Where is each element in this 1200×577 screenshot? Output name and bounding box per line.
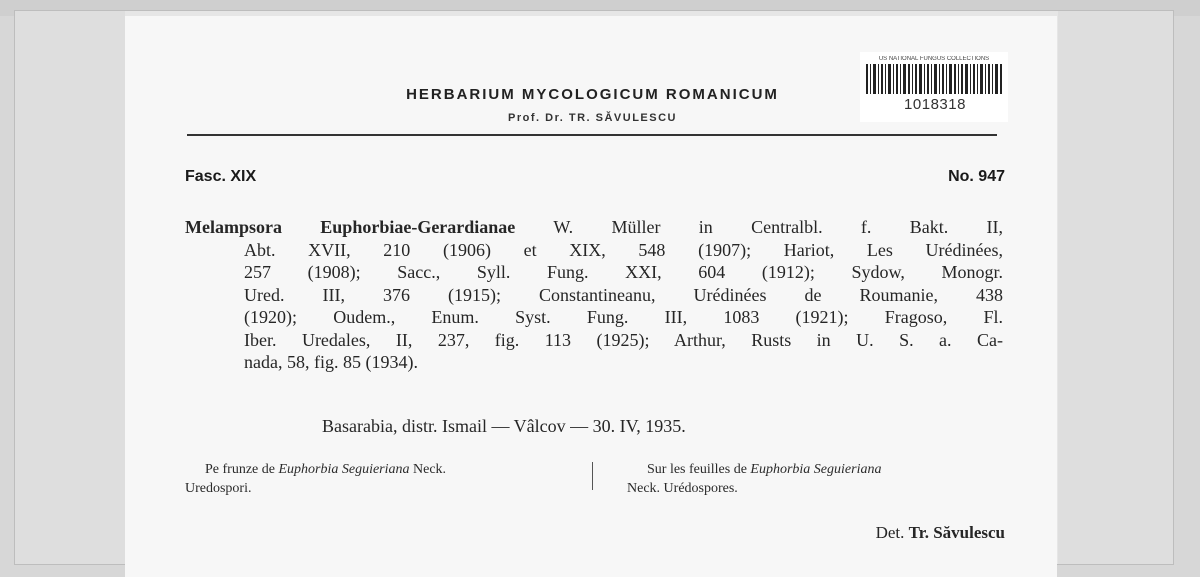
determiner-name: Tr. Săvulescu	[908, 523, 1005, 542]
determiner	[765, 523, 1005, 543]
host-fr-species: Euphorbia Seguieriana	[750, 462, 882, 477]
host-fr-line-2	[627, 479, 1005, 498]
host-romanian	[185, 460, 580, 498]
envelope-left-flap	[15, 11, 125, 564]
host-fr-line	[627, 460, 1005, 479]
citation-line: nada, 58, fig. 85 (1934).	[244, 352, 418, 372]
host-fr-prefix: Sur les feuilles de	[647, 462, 747, 477]
header-rule	[187, 134, 997, 136]
host-ro-prefix: Pe frunze de	[205, 462, 275, 477]
fascicle-label: Fasc. XIX	[185, 168, 257, 185]
barcode-number: 1018318	[904, 96, 966, 113]
citation-line: Iber. Uredales, II, 237, fig. 113 (1925); Arthur, Rusts in U. S. a. Ca-	[244, 329, 1003, 350]
envelope-right-flap	[1058, 11, 1173, 564]
herbarium-title: HERBARIUM MYCOLOGICUM ROMANICUM	[406, 86, 779, 103]
host-fr-author: Neck.	[627, 481, 661, 496]
host-ro-species: Euphorbia Seguieriana	[278, 462, 410, 477]
host-ro-spores: Uredospori.	[185, 481, 252, 496]
citation-line: (1920); Oudem., Enum. Syst. Fung. III, 1083 (1921); Fragoso, Fl.	[244, 307, 1003, 327]
citation-line-1	[185, 216, 1003, 239]
determiner-prefix: Det.	[875, 523, 905, 542]
barcode-icon	[866, 64, 1002, 94]
citation-line-text: W. Müller in Centralbl. f. Bakt. II,	[553, 217, 1003, 237]
host-ro-author: Neck.	[413, 462, 447, 477]
host-ro-line	[185, 460, 580, 479]
taxon-citation	[185, 216, 1003, 374]
collection-locality: Basarabia, distr. Ismail — Vâlcov — 30. IV, 1935.	[322, 416, 686, 436]
host-french	[627, 460, 1005, 498]
citation-line: Ured. III, 376 (1915); Constantineanu, Urédinées de Roumanie, 438	[244, 284, 1003, 305]
barcode-caption: US NATIONAL FUNGUS COLLECTIONS	[878, 56, 990, 62]
citation-line: Abt. XVII, 210 (1906) et XIX, 548 (1907); Hariot, Les Urédinées,	[244, 239, 1003, 260]
host-separator	[592, 462, 593, 490]
citation-line: 257 (1908); Sacc., Syll. Fung. XXI, 604 (1912); Sydow, Monogr.	[244, 262, 1003, 282]
host-fr-spores: Urédospores.	[663, 481, 738, 496]
species-name: Melampsora Euphorbiae-Gerardianae	[185, 217, 516, 237]
exsiccata-number: No. 947	[948, 168, 1005, 185]
herbarium-label	[125, 16, 1057, 577]
barcode-sticker	[860, 52, 1008, 122]
herbarium-curator: Prof. Dr. TR. SĂVULESCU	[508, 112, 677, 124]
